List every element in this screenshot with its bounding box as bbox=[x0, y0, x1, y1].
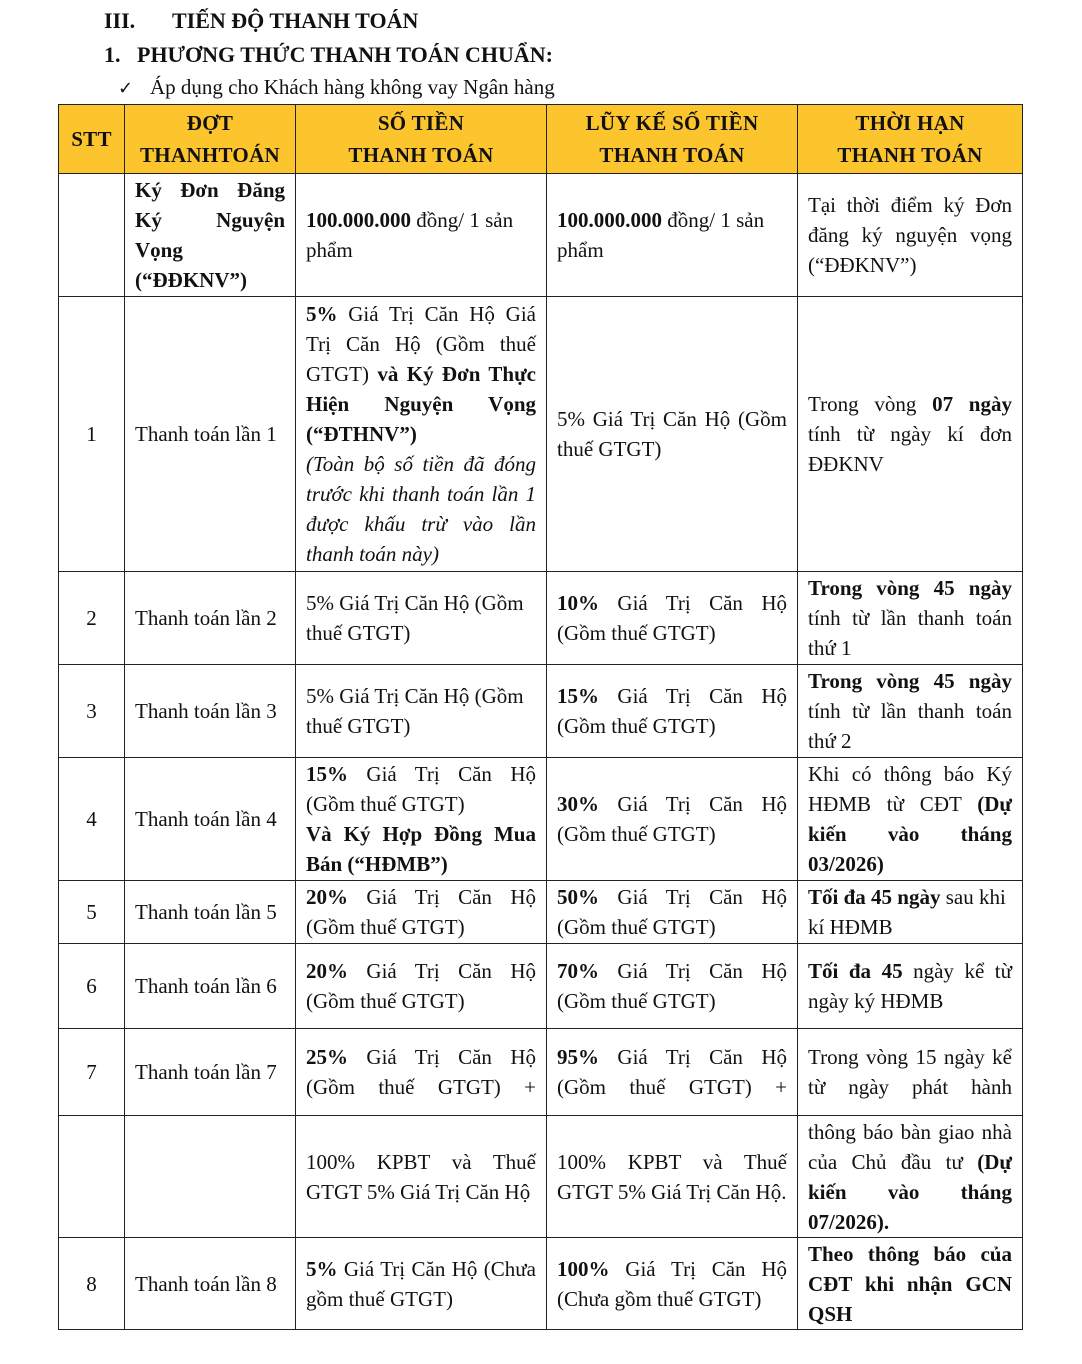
cell-amount: 100% KPBT và Thuế GTGT 5% Giá Trị Căn Hộ bbox=[296, 1116, 547, 1238]
subsection-number: 1. bbox=[104, 42, 121, 67]
cell-name: Thanh toán lần 3 bbox=[125, 665, 296, 758]
cell-amount: 5% Giá Trị Căn Hộ (Chưa gồm thuế GTGT) bbox=[296, 1238, 547, 1330]
cell-amount: 5% Giá Trị Căn Hộ (Gồm thuế GTGT) bbox=[296, 572, 547, 665]
section-number: III. bbox=[104, 8, 136, 33]
table-row bbox=[59, 1029, 1023, 1116]
cell-cumulative: 100.000.000 đồng/ 1 sản phẩm bbox=[547, 174, 798, 297]
table-header-row bbox=[59, 105, 1023, 174]
cell-name: Ký Đơn Đăng Ký Nguyện Vọng (“ĐĐKNV”) bbox=[125, 174, 296, 297]
table-row bbox=[59, 944, 1023, 1029]
cell-deadline: Tại thời điểm ký Đơn đăng ký nguyện vọng (“ĐĐKNV”) bbox=[798, 174, 1023, 297]
section-title: TIẾN ĐỘ THANH TOÁN bbox=[172, 8, 419, 33]
cell-amount: 15% Giá Trị Căn Hộ (Gồm thuế GTGT) Và Ký Hợp Đồng Mua Bán (“HĐMB”) bbox=[296, 758, 547, 881]
cell-deadline: Trong vòng 07 ngày tính từ ngày kí đơn ĐĐKNV bbox=[798, 297, 1023, 572]
header-so-tien: SỐ TIỀN THANH TOÁN bbox=[296, 105, 547, 174]
cell-stt: 7 bbox=[59, 1029, 125, 1116]
cell-name: Thanh toán lần 8 bbox=[125, 1238, 296, 1330]
cell-name: Thanh toán lần 4 bbox=[125, 758, 296, 881]
cell-cumulative: 70% Giá Trị Căn Hộ (Gồm thuế GTGT) bbox=[547, 944, 798, 1029]
cell-deadline: Trong vòng 15 ngày kể từ ngày phát hành bbox=[798, 1029, 1023, 1116]
cell-cumulative: 100% KPBT và Thuế GTGT 5% Giá Trị Căn Hộ. bbox=[547, 1116, 798, 1238]
cell-name: Thanh toán lần 1 bbox=[125, 297, 296, 572]
cell-cumulative: 5% Giá Trị Căn Hộ (Gồm thuế GTGT) bbox=[547, 297, 798, 572]
table-row bbox=[59, 572, 1023, 665]
cell-deadline: thông báo bàn giao nhà của Chủ đầu tư (Dự kiến vào tháng 07/2026). bbox=[798, 1116, 1023, 1238]
cell-deadline: Trong vòng 45 ngày tính từ lần thanh toán thứ 1 bbox=[798, 572, 1023, 665]
cell-stt bbox=[59, 1116, 125, 1238]
cell-cumulative: 95% Giá Trị Căn Hộ (Gồm thuế GTGT) + bbox=[547, 1029, 798, 1116]
cell-stt bbox=[59, 174, 125, 297]
cell-stt: 5 bbox=[59, 881, 125, 944]
table-row bbox=[59, 881, 1023, 944]
cell-amount: 20% Giá Trị Căn Hộ (Gồm thuế GTGT) bbox=[296, 881, 547, 944]
cell-cumulative: 50% Giá Trị Căn Hộ (Gồm thuế GTGT) bbox=[547, 881, 798, 944]
cell-amount: 100.000.000 đồng/ 1 sản phẩm bbox=[296, 174, 547, 297]
cell-deadline: Theo thông báo của CĐT khi nhận GCN QSH bbox=[798, 1238, 1023, 1330]
header-dot-thanh-toan: ĐỢT THANHTOÁN bbox=[125, 105, 296, 174]
cell-stt: 1 bbox=[59, 297, 125, 572]
subsection-title: PHƯƠNG THỨC THANH TOÁN CHUẨN: bbox=[137, 42, 553, 67]
applies-to-line bbox=[118, 75, 555, 100]
cell-stt: 3 bbox=[59, 665, 125, 758]
cell-cumulative: 100% Giá Trị Căn Hộ (Chưa gồm thuế GTGT) bbox=[547, 1238, 798, 1330]
cell-stt: 2 bbox=[59, 572, 125, 665]
cell-stt: 4 bbox=[59, 758, 125, 881]
cell-cumulative: 30% Giá Trị Căn Hộ (Gồm thuế GTGT) bbox=[547, 758, 798, 881]
cell-name: Thanh toán lần 7 bbox=[125, 1029, 296, 1116]
cell-amount: 5% Giá Trị Căn Hộ (Gồm thuế GTGT) bbox=[296, 665, 547, 758]
table-row bbox=[59, 1238, 1023, 1330]
cell-amount: 20% Giá Trị Căn Hộ (Gồm thuế GTGT) bbox=[296, 944, 547, 1029]
header-thoi-han: THỜI HẠN THANH TOÁN bbox=[798, 105, 1023, 174]
cell-deadline: Khi có thông báo Ký HĐMB từ CĐT (Dự kiến vào tháng 03/2026) bbox=[798, 758, 1023, 881]
amount-note: (Toàn bộ số tiền đã đóng trước khi thanh toán lần 1 được khấu trừ vào lần thanh toán này) bbox=[306, 452, 536, 566]
check-icon: ✓ bbox=[118, 78, 134, 99]
table-row bbox=[59, 758, 1023, 881]
cell-stt: 8 bbox=[59, 1238, 125, 1330]
cell-deadline: Tối đa 45 ngày sau khi kí HĐMB bbox=[798, 881, 1023, 944]
section-heading bbox=[104, 8, 418, 34]
table-row bbox=[59, 174, 1023, 297]
subsection-heading bbox=[104, 42, 553, 68]
applies-to-text: Áp dụng cho Khách hàng không vay Ngân hàng bbox=[150, 75, 555, 99]
cell-stt: 6 bbox=[59, 944, 125, 1029]
payment-schedule-table bbox=[58, 104, 1023, 1330]
table-row bbox=[59, 665, 1023, 758]
cell-cumulative: 15% Giá Trị Căn Hộ (Gồm thuế GTGT) bbox=[547, 665, 798, 758]
cell-amount: 25% Giá Trị Căn Hộ (Gồm thuế GTGT) + bbox=[296, 1029, 547, 1116]
cell-deadline: Tối đa 45 ngày kể từ ngày ký HĐMB bbox=[798, 944, 1023, 1029]
cell-name: Thanh toán lần 2 bbox=[125, 572, 296, 665]
cell-name bbox=[125, 1116, 296, 1238]
cell-cumulative: 10% Giá Trị Căn Hộ (Gồm thuế GTGT) bbox=[547, 572, 798, 665]
cell-deadline: Trong vòng 45 ngày tính từ lần thanh toán thứ 2 bbox=[798, 665, 1023, 758]
header-luy-ke: LŨY KẾ SỐ TIỀN THANH TOÁN bbox=[547, 105, 798, 174]
table-row bbox=[59, 297, 1023, 572]
header-stt: STT bbox=[59, 105, 125, 174]
cell-amount: 5% Giá Trị Căn Hộ Giá Trị Căn Hộ (Gồm thuế GTGT) và Ký Đơn Thực Hiện Nguyện Vọng (“ĐTHNV”) (Toàn bộ số tiền đã đóng trước khi thanh toán lần 1 được khấu trừ vào lần thanh toán này) bbox=[296, 297, 547, 572]
cell-name: Thanh toán lần 6 bbox=[125, 944, 296, 1029]
cell-name: Thanh toán lần 5 bbox=[125, 881, 296, 944]
table-row bbox=[59, 1116, 1023, 1238]
